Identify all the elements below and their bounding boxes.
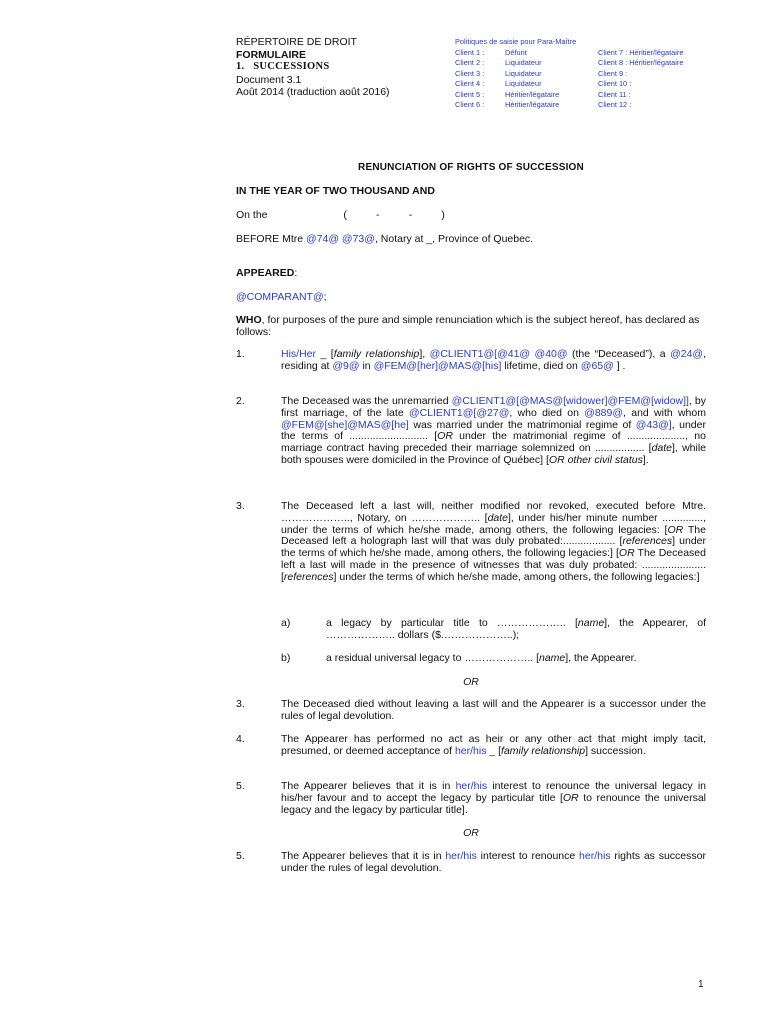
field-code: @24@ <box>670 348 704 360</box>
field-code: @FEM@[her]@MAS@[his] <box>373 359 502 372</box>
item-text <box>326 618 706 642</box>
text-run: references <box>283 570 334 583</box>
text-run: interest to renounce <box>476 850 580 862</box>
clause-5 <box>236 781 706 816</box>
client-role: Liquidateur <box>505 58 542 67</box>
item-letter: a) <box>281 617 291 629</box>
text-run: family relationship <box>501 744 586 757</box>
clause-text <box>281 396 706 467</box>
table-row <box>455 100 683 111</box>
text-run: ], the Appearer. <box>565 652 637 664</box>
client-label: Client 1 : <box>455 47 485 57</box>
date-line <box>236 209 445 221</box>
notary-code: @74@ @73@ <box>306 233 375 245</box>
client-label: Client 4 : <box>455 79 485 88</box>
clause-text <box>281 734 706 758</box>
clause-number: 1. <box>236 348 245 360</box>
field-code: @889@ <box>584 406 624 419</box>
or-separator: OR <box>463 676 479 688</box>
clause-text <box>281 851 706 875</box>
field-code: @CLIENT1@[@MAS@[widower]@FEM@[widow]] <box>451 395 689 407</box>
on-the-label: On the <box>236 209 268 221</box>
clients-panel <box>455 37 683 111</box>
client-label: Client 6 : <box>455 100 485 109</box>
text-run: OR <box>618 547 635 560</box>
clients-table <box>455 48 683 111</box>
table-row <box>455 69 683 80</box>
text-run: rights as successor under the rules of legal devolution. <box>281 850 706 874</box>
field-code: @FEM@[she]@MAS@[he] <box>281 418 409 431</box>
page-number: 1 <box>698 979 704 990</box>
before-line <box>236 233 533 245</box>
text-run: references <box>622 535 673 548</box>
field-code: His/Her <box>281 348 317 360</box>
text-run: , and with whom <box>623 406 706 419</box>
field-code: @CLIENT1@[@27@ <box>408 406 510 419</box>
clause-number: 4. <box>236 733 245 745</box>
who-text: , for purposes of the pure and simple renunciation which is the subject hereof, has declared as follows: <box>236 314 700 338</box>
field-code: @65@ <box>580 359 614 372</box>
clause-4 <box>236 734 706 758</box>
text-run: ], while both spouses were domiciled in the Province of Québec] [ <box>281 442 706 466</box>
text-run: was married under the matrimonial regime of <box>408 418 636 431</box>
client-label: Client 10 : <box>598 79 632 88</box>
header-line-1: RÉPERTOIRE DE DROIT <box>236 36 357 48</box>
header-line-3: 1. SUCCESSIONS <box>236 61 330 72</box>
comparant-code: @COMPARANT@ <box>236 291 324 303</box>
text-run: date <box>487 511 509 524</box>
text-run: OR <box>437 430 453 443</box>
text-run: ], <box>419 348 430 360</box>
item-text <box>326 653 706 665</box>
table-row <box>455 79 683 90</box>
text-run: ]. <box>642 453 649 466</box>
text-run: OR <box>667 523 684 536</box>
text-run: OR <box>562 791 579 804</box>
client-label: Client 11 : <box>598 89 631 99</box>
repertoire-header <box>236 36 390 99</box>
field-code: @CLIENT1@[@41@ @40@ <box>429 348 568 360</box>
clause-3 <box>236 501 706 584</box>
text-run: , residing at <box>281 348 706 372</box>
text-run: The Deceased was the unremarried <box>281 395 452 407</box>
field-code: her/his <box>455 780 488 792</box>
text-run: , who died on <box>509 406 585 419</box>
clause-number: 2. <box>236 395 245 407</box>
text-run: a legacy by particular title to ……………….. [ <box>326 617 578 629</box>
clause-3-alternative <box>236 699 706 723</box>
clause-number: 3. <box>236 500 245 512</box>
legacy-item-a <box>281 618 706 642</box>
client-label: Client 5 : <box>455 89 485 99</box>
clause-text <box>281 349 706 373</box>
client-label: Client 7 : Héritier/légataire <box>598 47 684 57</box>
client-role: Liquidateur <box>505 68 542 78</box>
table-row <box>455 90 683 101</box>
client-label: Client 3 : <box>455 68 485 78</box>
text-run: lifetime, died on <box>501 359 581 372</box>
text-run: The Appearer believes that it is in <box>281 780 456 792</box>
field-code: her/his <box>445 850 477 862</box>
text-run: under the matrimonial regime of ...................., no marriage contract having preceded their marriage solemnized on ................. [ <box>281 430 706 455</box>
comparant-semicolon: ; <box>323 291 327 303</box>
clients-panel-title: Politiques de saisie pour Para-Maître <box>455 37 577 46</box>
text-run: ] succession. <box>585 744 646 757</box>
item-letter: b) <box>281 652 291 664</box>
clause-2 <box>236 396 706 467</box>
table-row <box>455 58 683 69</box>
text-run: _ [ <box>486 744 502 757</box>
clause-number: 3. <box>236 698 245 710</box>
text-run: date <box>651 442 673 455</box>
header-line-2: FORMULAIRE <box>236 48 306 61</box>
field-code: @9@ <box>332 359 360 372</box>
text-run: , under the terms of ........................... [ <box>281 418 706 443</box>
text-run: ] under the terms of which he/she made, among others, the following legacies:] [ <box>281 535 706 560</box>
year-line: IN THE YEAR OF TWO THOUSAND AND <box>236 185 435 197</box>
document-title: RENUNCIATION OF RIGHTS OF SUCCESSION <box>358 162 584 173</box>
text-run: name <box>539 652 566 664</box>
text-run: ], under his/her minute number .............., under the terms of which he/she made, among others, the following legacies: [ <box>281 511 706 536</box>
or-separator: OR <box>463 827 479 839</box>
clause-1 <box>236 349 706 373</box>
text-run: (the “Deceased”), a <box>567 348 671 360</box>
table-row <box>455 48 683 59</box>
text-run: in <box>359 359 374 372</box>
who-paragraph <box>236 314 706 338</box>
text-run: The Deceased left a last will made in the presence of witnesses that was duly probated: ...................... [ <box>281 547 706 583</box>
text-run: The Appearer believes that it is in <box>281 850 446 862</box>
before-text: BEFORE Mtre <box>236 233 307 245</box>
before-text-end: , Notary at _, Province of Quebec. <box>374 233 534 245</box>
client-label: Client 12 : <box>598 100 632 109</box>
field-code: @43@] <box>635 418 672 431</box>
text-run: OR other civil status <box>548 453 643 466</box>
clause-number: 5. <box>236 850 245 862</box>
appeared-line <box>236 267 297 279</box>
text-run: to renounce the universal legacy and the legacy by particular title]. <box>281 791 706 816</box>
appeared-colon: : <box>294 267 298 279</box>
text-run: The Deceased left a last will, neither modified nor revoked, executed before Mtre. ……………….., Notary, on ……………….. [ <box>281 500 706 524</box>
client-role: Héritier/légataire <box>505 89 560 99</box>
text-run: ] . <box>613 359 626 372</box>
client-label: Client 8 : Héritier/légataire <box>598 58 684 67</box>
clause-number: 5. <box>236 780 245 792</box>
text-run: ], the Appearer, of ……………….. dollars ($.………………..); <box>326 617 706 641</box>
text-run: a residual universal legacy to ……………….. [ <box>326 652 539 664</box>
field-code: her/his <box>579 850 611 862</box>
clause-text: The Deceased died without leaving a last will and the Appearer is a successor under the rules of legal devolution. <box>281 698 706 722</box>
client-label: Client 9 : <box>598 68 628 78</box>
legacy-item-b <box>281 653 706 665</box>
clause-text <box>281 501 706 584</box>
clause-5-alternative <box>236 851 706 875</box>
text-run: interest to renounce the universal legacy in his/her favour and to accept the legacy by particular title [ <box>281 780 706 804</box>
client-role: Défunt <box>505 47 527 57</box>
text-run: family relationship <box>333 348 420 360</box>
field-code: her/his <box>454 744 487 757</box>
client-role: Liquidateur <box>505 79 542 88</box>
client-label: Client 2 : <box>455 58 485 67</box>
text-run: ] under the terms of which he/she made, among others, the following legacies:] <box>333 570 700 583</box>
comparant-line <box>236 291 327 303</box>
clause-text <box>281 781 706 816</box>
text-run: _ [ <box>316 348 334 360</box>
header-line-4: Document 3.1 <box>236 73 302 86</box>
date-parens: ( - - ) <box>343 209 445 221</box>
text-run: , by first marriage, of the late <box>281 395 706 419</box>
who-label: WHO <box>236 314 262 326</box>
appeared-label: APPEARED <box>236 267 295 279</box>
text-run: name <box>577 617 605 629</box>
text-run: The Deceased left a holograph last will that was duly probated:.................. [ <box>281 523 706 548</box>
text-run: The Appearer has performed no act as heir or any other act that might imply tacit, presumed, or deemed acceptance of <box>281 733 706 757</box>
header-line-5: Août 2014 (traduction août 2016) <box>236 86 390 98</box>
client-role: Héritier/légataire <box>505 100 560 109</box>
